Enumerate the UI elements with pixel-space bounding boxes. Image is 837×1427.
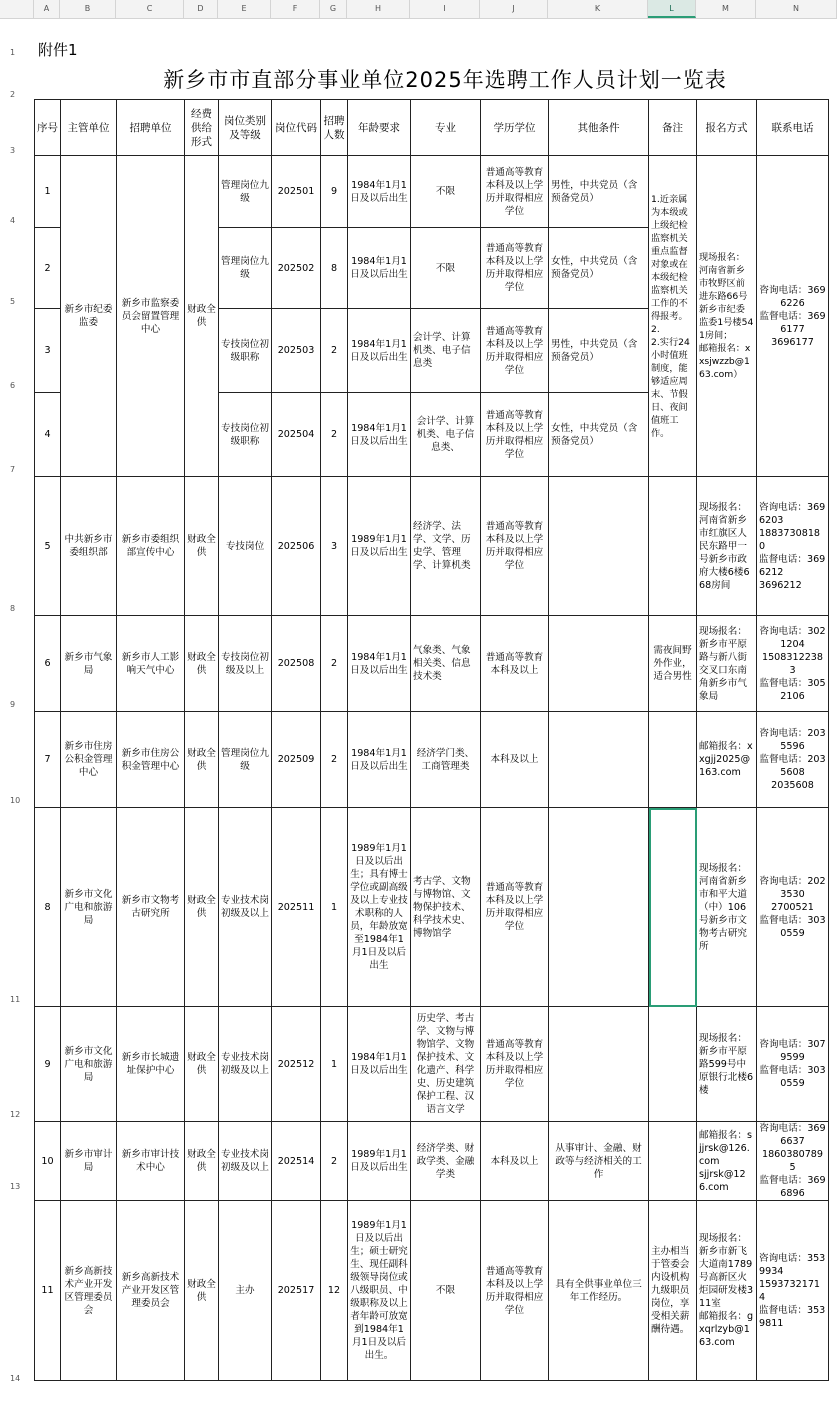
cell-seq[interactable]: 2 [35, 228, 61, 309]
cell-education[interactable]: 普通高等教育本科及以上学历并取得相应学位 [481, 808, 549, 1007]
cell-post-type[interactable]: 管理岗位九级 [219, 156, 272, 228]
cell-major[interactable]: 不限 [411, 228, 481, 309]
row-header[interactable]: 1 [10, 48, 16, 57]
header-apply[interactable]: 报名方式 [697, 100, 757, 156]
cell-seq[interactable]: 6 [35, 616, 61, 712]
page-title[interactable]: 新乡市市直部分事业单位2025年选聘工作人员计划一览表 [163, 68, 727, 92]
cell-apply[interactable]: 现场报名：河南省新乡市牧野区前进东路66号新乡市纪委监委1号楼541房间； 邮箱报名：xxsjwzzb@163.com） [697, 156, 757, 477]
cell-unit[interactable]: 新乡市委组织部宣传中心 [117, 477, 185, 616]
cell-major[interactable]: 经济学、法学、文学、历史学、管理学、计算机类 [411, 477, 481, 616]
cell-post-type[interactable]: 专业技术岗初级及以上 [219, 1122, 272, 1201]
cell-dept[interactable]: 新乡市审计局 [61, 1122, 117, 1201]
header-major[interactable]: 专业 [411, 100, 481, 156]
header-post-code[interactable]: 岗位代码 [272, 100, 321, 156]
cell-count[interactable]: 1 [321, 1007, 348, 1122]
cell-post-code[interactable]: 202511 [272, 808, 321, 1007]
column-header[interactable]: I [410, 0, 480, 18]
cell-education[interactable]: 普通高等教育本科及以上学历并取得相应学位 [481, 156, 549, 228]
row-header[interactable]: 3 [10, 146, 16, 155]
column-header[interactable]: J [480, 0, 548, 18]
cell-apply[interactable]: 现场报名：新乡市平原路599号中原银行北楼6楼 [697, 1007, 757, 1122]
cell-education[interactable]: 普通高等教育本科及以上学历并取得相应学位 [481, 477, 549, 616]
cell-major[interactable]: 气象类、气象相关类、信息技术类 [411, 616, 481, 712]
cell-other[interactable] [549, 616, 649, 712]
cell-age[interactable]: 1989年1月1日及以后出生；硕士研究生、现任副科级领导岗位或八级职员、中级职称及以上者年龄可放宽到1984年1月1日及以后出生。 [348, 1201, 411, 1381]
cell-other[interactable]: 女性，中共党员（含预备党员） [549, 228, 649, 309]
row-header[interactable]: 8 [10, 604, 16, 613]
column-header[interactable]: N [756, 0, 837, 18]
cell-post-type[interactable]: 专业技术岗初级及以上 [219, 1007, 272, 1122]
table-row [35, 477, 829, 616]
cell-remark[interactable] [649, 1007, 697, 1122]
cell-post-type[interactable]: 专技岗位 [219, 477, 272, 616]
cell-other[interactable] [549, 477, 649, 616]
header-age[interactable]: 年龄要求 [348, 100, 411, 156]
column-header-bar [0, 0, 837, 19]
cell-major[interactable]: 会计学、计算机类、电子信息类 [411, 309, 481, 393]
header-funding[interactable]: 经费供给形式 [185, 100, 219, 156]
cell-major[interactable]: 考古学、文物与博物馆、文物保护技术、科学技术史、博物馆学 [411, 808, 481, 1007]
cell-major[interactable]: 会计学、计算机类、电子信息类、 [411, 393, 481, 477]
cell-unit[interactable]: 新乡市监察委员会留置管理中心 [117, 156, 185, 477]
cell-remark[interactable]: 主办相当于管委会内设机构九级职员岗位，享受相关薪酬待遇。 [649, 1201, 697, 1381]
cell-age[interactable]: 1984年1月1日及以后出生 [348, 712, 411, 808]
cell-unit[interactable]: 新乡高新技术产业开发区管理委员会 [117, 1201, 185, 1381]
table-row [35, 1007, 829, 1122]
column-header-selected[interactable]: L [648, 0, 696, 18]
row-header[interactable]: 11 [10, 995, 21, 1004]
header-education[interactable]: 学历学位 [481, 100, 549, 156]
cell-education[interactable]: 普通高等教育本科及以上学历并取得相应学位 [481, 1007, 549, 1122]
cell-seq[interactable]: 10 [35, 1122, 61, 1201]
cell-apply[interactable]: 现场报名：新乡市平原路与新八街交叉口东南角新乡市气象局 [697, 616, 757, 712]
cell-major[interactable]: 不限 [411, 1201, 481, 1381]
cell-post-code[interactable]: 202514 [272, 1122, 321, 1201]
cell-remark-selected[interactable] [649, 808, 697, 1007]
column-header[interactable]: A [34, 0, 60, 18]
column-header[interactable]: G [320, 0, 347, 18]
header-dept[interactable]: 主管单位 [61, 100, 117, 156]
cell-dept[interactable]: 新乡市文化广电和旅游局 [61, 1007, 117, 1122]
cell-phone[interactable]: 咨询电话：3696637 18603807895 监督电话：3696896 [757, 1122, 829, 1201]
cell-major[interactable]: 经济学类、财政学类、金融学类 [411, 1122, 481, 1201]
cell-seq[interactable]: 11 [35, 1201, 61, 1381]
cell-remark[interactable]: 需夜间野外作业，适合男性 [649, 616, 697, 712]
cell-post-type[interactable]: 管理岗位九级 [219, 228, 272, 309]
cell-funding[interactable]: 财政全供 [185, 1122, 219, 1201]
cell-other[interactable]: 具有全供事业单位三年工作经历。 [549, 1201, 649, 1381]
cell-major[interactable]: 经济学门类、工商管理类 [411, 712, 481, 808]
cell-age[interactable]: 1984年1月1日及以后出生 [348, 616, 411, 712]
cell-seq[interactable]: 3 [35, 309, 61, 393]
cell-unit[interactable]: 新乡市文物考古研究所 [117, 808, 185, 1007]
cell-seq[interactable]: 7 [35, 712, 61, 808]
table-row [35, 808, 829, 1007]
header-seq[interactable]: 序号 [35, 100, 61, 156]
cell-other[interactable] [549, 1007, 649, 1122]
cell-count[interactable]: 2 [321, 712, 348, 808]
header-other[interactable]: 其他条件 [549, 100, 649, 156]
cell-age[interactable]: 1984年1月1日及以后出生 [348, 156, 411, 228]
cell-education[interactable]: 本科及以上 [481, 712, 549, 808]
cell-count[interactable]: 8 [321, 228, 348, 309]
cell-dept[interactable]: 新乡市文化广电和旅游局 [61, 808, 117, 1007]
select-all-corner[interactable] [0, 0, 34, 18]
cell-post-type[interactable]: 专技岗位初级职称 [219, 309, 272, 393]
cell-age[interactable]: 1989年1月1日及以后出生 [348, 477, 411, 616]
cell-count[interactable]: 2 [321, 393, 348, 477]
cell-unit[interactable]: 新乡市审计技术中心 [117, 1122, 185, 1201]
cell-post-code[interactable]: 202502 [272, 228, 321, 309]
cell-age[interactable]: 1984年1月1日及以后出生 [348, 393, 411, 477]
cell-count[interactable]: 3 [321, 477, 348, 616]
cell-post-type[interactable]: 专技岗位初级职称 [219, 393, 272, 477]
header-phone[interactable]: 联系电话 [757, 100, 829, 156]
cell-dept[interactable]: 新乡市纪委监委 [61, 156, 117, 477]
cell-phone[interactable]: 咨询电话：3021204 15083122383 监督电话：3052106 [757, 616, 829, 712]
cell-post-type[interactable]: 专业技术岗初级及以上 [219, 808, 272, 1007]
cell-phone[interactable]: 咨询电话：3696203 18837308180 监督电话：3696212 3696212 [757, 477, 829, 616]
row-header[interactable]: 6 [10, 381, 16, 390]
cell-other[interactable] [549, 712, 649, 808]
row-header[interactable]: 14 [10, 1374, 21, 1383]
cell-post-code[interactable]: 202504 [272, 393, 321, 477]
cell-funding[interactable]: 财政全供 [185, 712, 219, 808]
header-remark[interactable]: 备注 [649, 100, 697, 156]
column-header[interactable]: D [184, 0, 218, 18]
cell-post-type[interactable]: 管理岗位九级 [219, 712, 272, 808]
cell-age[interactable]: 1989年1月1日及以后出生；具有博士学位或副高级及以上专业技术职称的人员，年龄放宽至1984年1月1日及以后出生 [348, 808, 411, 1007]
cell-other[interactable]: 男性，中共党员（含预备党员） [549, 309, 649, 393]
cell-age[interactable]: 1984年1月1日及以后出生 [348, 1007, 411, 1122]
cell-phone[interactable]: 咨询电话：2023530 2700521 监督电话：3030559 [757, 808, 829, 1007]
column-header[interactable]: M [696, 0, 756, 18]
column-header[interactable]: E [218, 0, 271, 18]
cell-seq[interactable]: 8 [35, 808, 61, 1007]
cell-unit[interactable]: 新乡市住房公积金管理中心 [117, 712, 185, 808]
cell-post-code[interactable]: 202506 [272, 477, 321, 616]
cell-unit[interactable]: 新乡市人工影响天气中心 [117, 616, 185, 712]
cell-count[interactable]: 2 [321, 616, 348, 712]
cell-education[interactable]: 普通高等教育本科及以上学历并取得相应学位 [481, 309, 549, 393]
cell-remark[interactable] [649, 477, 697, 616]
cell-major[interactable]: 历史学、考古学、文物与博物馆学、文物保护技术、文化遗产、科学史、历史建筑保护工程、汉语言文学 [411, 1007, 481, 1122]
cell-post-code[interactable]: 202509 [272, 712, 321, 808]
cell-education[interactable]: 普通高等教育本科及以上学历并取得相应学位 [481, 228, 549, 309]
cell-post-type[interactable]: 主办 [219, 1201, 272, 1381]
cell-post-code[interactable]: 202508 [272, 616, 321, 712]
cell-apply[interactable]: 现场报名：新乡市新飞大道南1789号高新区火炬园研发楼311室 邮箱报名：gxqrlzyb@163.com [697, 1201, 757, 1381]
cell-count[interactable]: 1 [321, 808, 348, 1007]
row-header[interactable]: 5 [10, 297, 16, 306]
cell-education[interactable]: 普通高等教育本科及以上学历并取得相应学位 [481, 1201, 549, 1381]
cell-unit[interactable]: 新乡市长城遗址保护中心 [117, 1007, 185, 1122]
attachment-label[interactable]: 附件1 [38, 41, 78, 59]
table-row [35, 156, 829, 228]
cell-apply[interactable]: 邮箱报名：sjjrsk@126.com sjjrsk@126.com [697, 1122, 757, 1201]
cell-post-code[interactable]: 202503 [272, 309, 321, 393]
row-header[interactable]: 12 [10, 1110, 21, 1119]
table-row [35, 1122, 829, 1201]
cell-count[interactable]: 12 [321, 1201, 348, 1381]
cell-age[interactable]: 1984年1月1日及以后出生 [348, 309, 411, 393]
column-header[interactable]: C [116, 0, 184, 18]
cell-other[interactable]: 男性，中共党员（含预备党员） [549, 156, 649, 228]
cell-phone[interactable]: 咨询电话：2035596 监督电话：2035608 2035608 [757, 712, 829, 808]
cell-count[interactable]: 2 [321, 309, 348, 393]
header-unit[interactable]: 招聘单位 [117, 100, 185, 156]
table-row [35, 616, 829, 712]
cell-dept[interactable]: 中共新乡市委组织部 [61, 477, 117, 616]
column-header[interactable]: F [271, 0, 320, 18]
cell-funding[interactable]: 财政全供 [185, 156, 219, 477]
cell-phone[interactable]: 咨询电话：3539934 15937321714 监督电话：3539811 [757, 1201, 829, 1381]
row-header[interactable]: 2 [10, 90, 16, 99]
cell-post-code[interactable]: 202512 [272, 1007, 321, 1122]
cell-funding[interactable]: 财政全供 [185, 1007, 219, 1122]
cell-apply[interactable]: 邮箱报名：xxgjj2025@163.com [697, 712, 757, 808]
cell-phone[interactable]: 咨询电话：3079599 监督电话：3030559 [757, 1007, 829, 1122]
table-row [35, 1201, 829, 1381]
column-header[interactable]: K [548, 0, 648, 18]
row-header[interactable]: 13 [10, 1182, 21, 1191]
cell-age[interactable]: 1989年1月1日及以后出生 [348, 1122, 411, 1201]
cell-count[interactable]: 2 [321, 1122, 348, 1201]
cell-remark[interactable] [649, 1122, 697, 1201]
cell-phone[interactable]: 咨询电话：3696226 监督电话：3696177 3696177 [757, 156, 829, 477]
cell-dept[interactable]: 新乡高新技术产业开发区管理委员会 [61, 1201, 117, 1381]
cell-dept[interactable]: 新乡市住房公积金管理中心 [61, 712, 117, 808]
cell-funding[interactable]: 财政全供 [185, 477, 219, 616]
cell-funding[interactable]: 财政全供 [185, 808, 219, 1007]
cell-dept[interactable]: 新乡市气象局 [61, 616, 117, 712]
cell-post-code[interactable]: 202517 [272, 1201, 321, 1381]
cell-education[interactable]: 本科及以上 [481, 1122, 549, 1201]
cell-apply[interactable]: 现场报名：河南省新乡市和平大道（中）106号新乡市文物考古研究所 [697, 808, 757, 1007]
cell-funding[interactable]: 财政全供 [185, 616, 219, 712]
column-header[interactable]: B [60, 0, 116, 18]
cell-major[interactable]: 不限 [411, 156, 481, 228]
cell-seq[interactable]: 4 [35, 393, 61, 477]
cell-other[interactable] [549, 808, 649, 1007]
row-header[interactable]: 9 [10, 700, 16, 709]
header-row [35, 100, 829, 156]
header-post-type[interactable]: 岗位类别及等级 [219, 100, 272, 156]
cell-seq[interactable]: 9 [35, 1007, 61, 1122]
cell-seq[interactable]: 1 [35, 156, 61, 228]
row-header[interactable]: 7 [10, 465, 16, 474]
cell-post-code[interactable]: 202501 [272, 156, 321, 228]
cell-funding[interactable]: 财政全供 [185, 1201, 219, 1381]
column-header[interactable]: H [347, 0, 410, 18]
recruitment-table [34, 99, 829, 1381]
cell-post-type[interactable]: 专技岗位初级及以上 [219, 616, 272, 712]
cell-count[interactable]: 9 [321, 156, 348, 228]
row-header[interactable]: 4 [10, 216, 16, 225]
cell-other[interactable]: 从事审计、金融、财政等与经济相关的工作 [549, 1122, 649, 1201]
cell-age[interactable]: 1984年1月1日及以后出生 [348, 228, 411, 309]
cell-education[interactable]: 普通高等教育本科及以上 [481, 616, 549, 712]
cell-remark[interactable]: 1.近亲属为本级或上级纪检监察机关重点监督对象或在本级纪检监察机关工作的不得报考。 2. 2.实行24小时值班制度，能够适应周末、节假日、夜间值班工作。 [649, 156, 697, 477]
header-count[interactable]: 招聘人数 [321, 100, 348, 156]
row-header[interactable]: 10 [10, 796, 21, 805]
cell-education[interactable]: 普通高等教育本科及以上学历并取得相应学位 [481, 393, 549, 477]
cell-seq[interactable]: 5 [35, 477, 61, 616]
cell-apply[interactable]: 现场报名：河南省新乡市红旗区人民东路甲一号新乡市政府大楼6楼668房间 [697, 477, 757, 616]
table-row [35, 712, 829, 808]
cell-other[interactable]: 女性，中共党员（含预备党员） [549, 393, 649, 477]
cell-remark[interactable] [649, 712, 697, 808]
